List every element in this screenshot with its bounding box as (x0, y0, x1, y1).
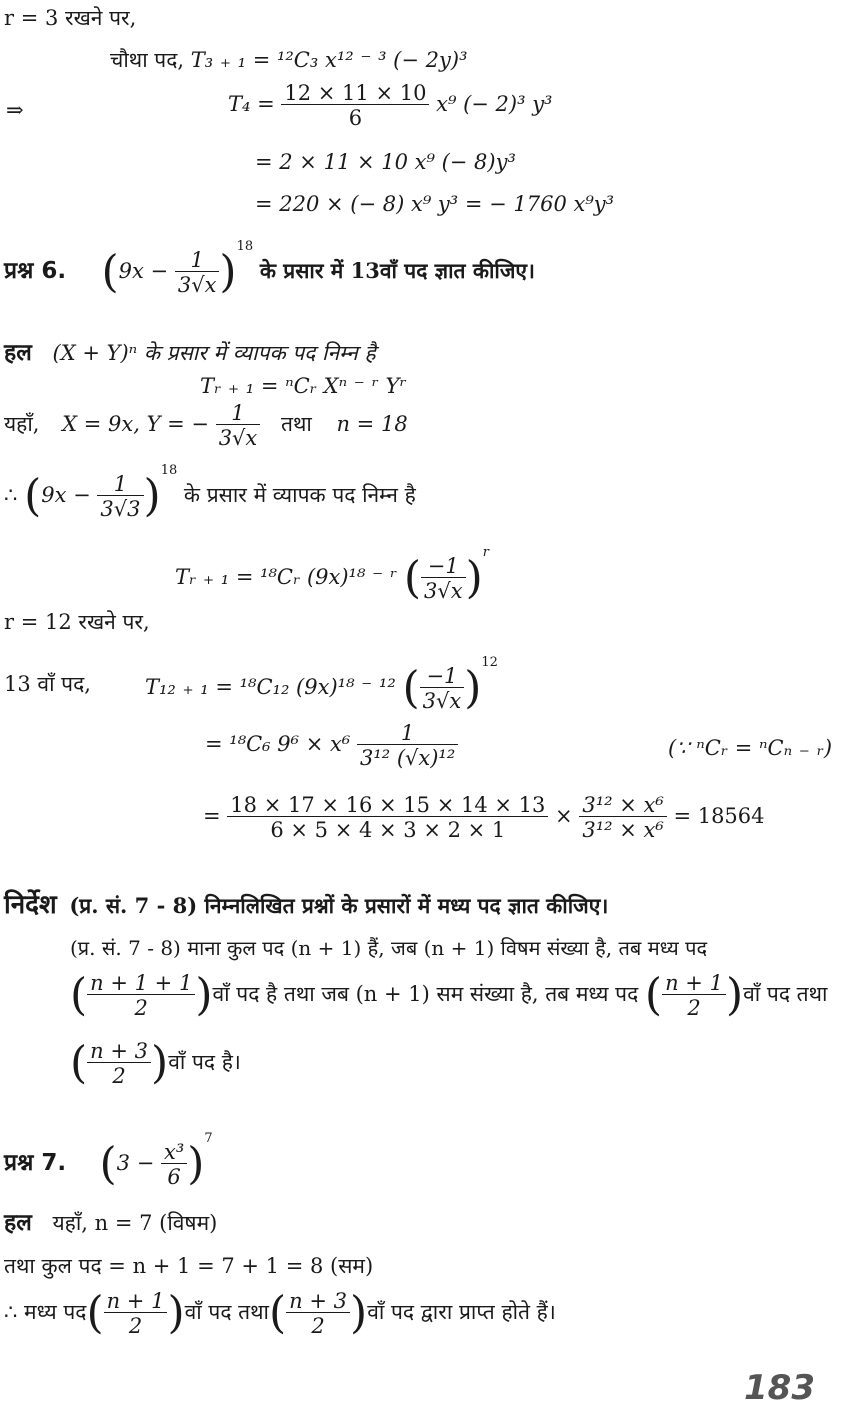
p2-den2: 2 (662, 994, 726, 1019)
t4-line (228, 82, 552, 129)
t13-fraction (420, 665, 465, 712)
paren-close-7: ) (151, 1037, 169, 1089)
xy-num: 1 (231, 401, 245, 425)
xy-tatha: तथा (280, 412, 312, 437)
paren-open-3: ( (403, 552, 421, 604)
paren-open-6: ( (644, 969, 663, 1021)
nirdesh-label: निर्देश (4, 890, 57, 920)
q7-expr-a: 3 − (116, 1151, 155, 1175)
step3-den2: 3¹² × x⁶ (579, 816, 666, 841)
xy-den: 3√x (216, 424, 261, 449)
question-6 (4, 240, 535, 296)
e2-fraction (97, 473, 143, 520)
sol7-l3-c: वाँ पद द्वारा प्राप्त होते हैं। (367, 1300, 556, 1325)
q6-num: 1 (190, 247, 204, 272)
sol7-fraction-2 (286, 1290, 350, 1337)
p2-text: वाँ पद है तथा जब (n + 1) सम संख्या है, तब मध्य पद (212, 982, 639, 1007)
question-7-label: प्रश्न 7. (4, 1150, 67, 1176)
t13-label: 13 वाँ पद, (4, 672, 91, 696)
p2-fraction (87, 972, 195, 1019)
sol7-num1: n + 1 (106, 1289, 165, 1313)
xy-values: X = 9x, Y = − (62, 412, 209, 437)
nirdesh-p1: (प्र. सं. 7 - 8) माना कुल पद (n + 1) हैं, जब (n + 1) विषम संख्या है, तब मध्य पद (70, 936, 708, 960)
paren-open-7: ( (70, 1037, 88, 1089)
nirdesh-text: (प्र. सं. 7 - 8) निम्नलिखित प्रश्नों के प्रसारों में मध्य पद ज्ञात कीजिए। (69, 893, 609, 918)
p2-num: n + 1 + 1 (90, 971, 193, 995)
p2-tail: वाँ पद तथा (743, 982, 828, 1007)
question-7 (4, 1132, 213, 1188)
paren-close: ) (219, 246, 237, 298)
paren-close-2: ) (143, 470, 161, 522)
sol7-fraction-1 (104, 1290, 168, 1337)
step3-fraction-1 (227, 794, 548, 841)
step2-fraction (357, 722, 458, 769)
q6-fraction (175, 249, 220, 296)
t4-den: 6 (281, 104, 429, 129)
sol7-line3 (4, 1287, 556, 1339)
paren-open-4: ( (402, 662, 420, 714)
paren-close-8: ) (187, 1138, 205, 1190)
xy-yahan: यहाँ, (4, 412, 40, 437)
sol7-line2: तथा कुल पद = n + 1 = 7 + 1 = 8 (सम) (4, 1254, 374, 1278)
sol6-intro-line (4, 342, 376, 365)
sol7-l3-b: वाँ पद तथा (184, 1300, 269, 1325)
sol7-l3-a: ∴ मध्य पद (4, 1300, 87, 1325)
q7-den: 6 (161, 1163, 187, 1188)
general-term: Tᵣ ₊ ₁ = ⁿCᵣ Xⁿ ⁻ ʳ Yʳ (200, 374, 407, 398)
sol7-l1: यहाँ, n = 7 (विषम) (52, 1211, 218, 1235)
implies-arrow: ⇒ (6, 98, 24, 122)
paren-close-9: ) (167, 1287, 185, 1339)
e2-den: 3√3 (97, 495, 143, 520)
paren-open-10: ( (269, 1287, 287, 1339)
paren-close-6: ) (725, 969, 744, 1021)
step3-line (203, 794, 765, 841)
fourth-term-eq: T₃ ₊ ₁ = ¹²C₃ x¹² ⁻ ³ (− 2y)³ (190, 48, 468, 72)
paren-open: ( (101, 246, 119, 298)
xy-line (4, 402, 408, 449)
t4-num: 12 × 11 × 10 (284, 81, 427, 105)
step2-den: 3¹² (√x)¹² (357, 744, 458, 769)
t13-line (145, 656, 498, 712)
paren-close-5: ) (195, 969, 213, 1021)
step2-line (205, 722, 458, 769)
t13-lhs: T₁₂ ₊ ₁ = ¹⁸C₁₂ (9x)¹⁸ ⁻ ¹² (145, 675, 396, 699)
paren-close-10: ) (350, 1287, 368, 1339)
tr-power: r (482, 545, 489, 560)
r12-line: r = 12 रखने पर, (4, 610, 150, 634)
t4-step3: = 220 × (− 8) x⁹ y³ = − 1760 x⁹y³ (255, 192, 615, 216)
step3-fraction-2 (579, 794, 666, 841)
paren-open-5: ( (70, 969, 88, 1021)
therefore-sign: ∴ (4, 483, 18, 507)
step3-result: = 18564 (673, 804, 765, 829)
p2-num2: n + 1 (665, 971, 723, 995)
p2-den: 2 (87, 994, 195, 1019)
sol7-num2: n + 3 (289, 1289, 348, 1313)
p3-fraction (87, 1040, 151, 1087)
p3-den: 2 (87, 1062, 151, 1087)
tr-line (175, 546, 489, 602)
q7-fraction (161, 1141, 187, 1188)
e2-a: 9x − (41, 483, 91, 507)
tr-lhs: Tᵣ ₊ ₁ = ¹⁸Cᵣ (9x)¹⁸ ⁻ ʳ (175, 565, 398, 589)
line-r3: r = 3 रखने पर, (4, 6, 137, 30)
paren-open-2: ( (24, 470, 42, 522)
e2-num: 1 (113, 471, 128, 496)
xy-fraction (216, 402, 261, 449)
t13-den: 3√x (420, 687, 465, 712)
nirdesh-p3 (70, 1037, 241, 1089)
page-number: 183 (744, 1368, 815, 1408)
tr-den: 3√x (421, 577, 466, 602)
step3-times: × (555, 804, 573, 829)
q7-num: x³ (163, 1139, 185, 1164)
paren-open-8: ( (99, 1138, 117, 1190)
fourth-term-line (110, 50, 467, 71)
sol7-den2: 2 (286, 1312, 350, 1337)
q7-power: 7 (204, 1131, 213, 1146)
q6-den: 3√x (175, 271, 220, 296)
nirdesh-line (4, 892, 608, 918)
sol7-line1 (4, 1212, 217, 1235)
q6-expr-a: 9x − (118, 259, 169, 283)
t13-num: −1 (426, 663, 458, 688)
p3-text: वाँ पद है। (168, 1050, 241, 1075)
expansion-line (4, 464, 416, 520)
sol6-hal: हल (4, 340, 32, 366)
q6-text: के प्रसार में 13वाँ पद ज्ञात कीजिए। (259, 258, 536, 283)
tr-fraction (421, 555, 466, 602)
binomial-note: (∵ ⁿCᵣ = ⁿCₙ ₋ ᵣ) (668, 736, 833, 760)
step2-num: 1 (400, 721, 415, 745)
question-6-label: प्रश्न 6. (4, 258, 67, 284)
p3-num: n + 3 (90, 1039, 149, 1063)
step3-eq: = (203, 804, 221, 829)
e2-power: 18 (160, 463, 178, 478)
sol6-intro: (X + Y)ⁿ के प्रसार में व्यापक पद निम्न है (52, 341, 376, 365)
t13-power: 12 (481, 655, 498, 670)
paren-close-3: ) (465, 552, 483, 604)
step3-num1: 18 × 17 × 16 × 15 × 14 × 13 (230, 793, 546, 817)
nirdesh-p2 (70, 969, 828, 1021)
step2-a: = ¹⁸C₆ 9⁶ × x⁶ (205, 732, 351, 757)
paren-close-4: ) (464, 662, 482, 714)
step3-den1: 6 × 5 × 4 × 3 × 2 × 1 (227, 816, 548, 841)
t4-fraction (281, 82, 429, 129)
e2-text: के प्रसार में व्यापक पद निम्न है (183, 483, 416, 507)
sol7-den1: 2 (104, 1312, 168, 1337)
step3-num2: 3¹² × x⁶ (582, 793, 664, 817)
t4-lhs: T₄ = (228, 92, 275, 117)
t4-step2: = 2 × 11 × 10 x⁹ (− 8)y³ (255, 150, 516, 174)
xy-n: n = 18 (336, 412, 408, 437)
paren-open-9: ( (86, 1287, 104, 1339)
q6-power: 18 (236, 239, 254, 254)
tr-num: −1 (427, 553, 459, 578)
t4-rest: x⁹ (− 2)³ y³ (436, 92, 553, 117)
p2-fraction-2 (662, 972, 726, 1019)
fourth-term-label: चौथा पद, (110, 48, 185, 72)
sol7-hal: हल (4, 1210, 32, 1236)
